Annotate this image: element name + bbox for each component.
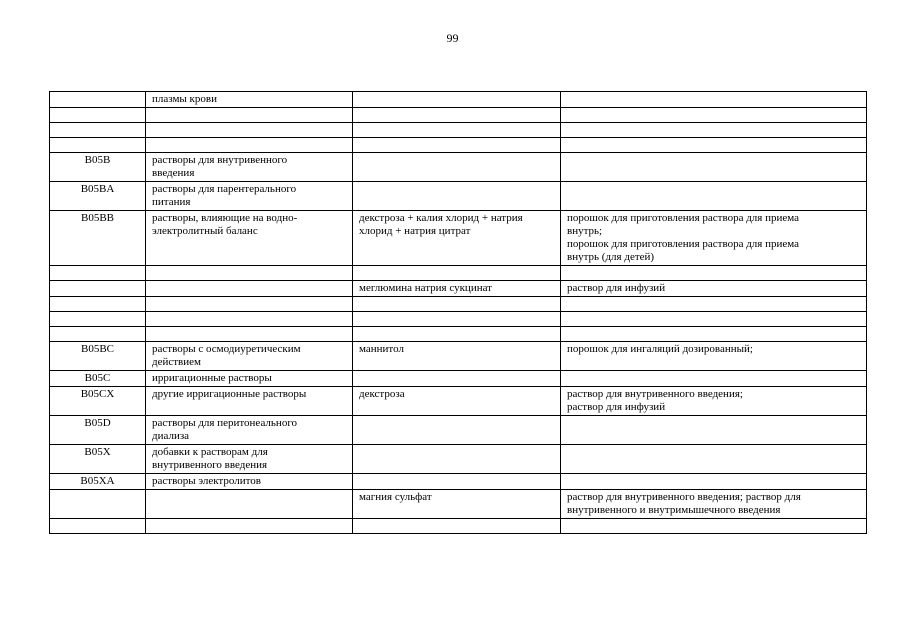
- drug-substance-cell: декстроза + калия хлорид + натрия хлорид + натрия цитрат: [353, 211, 561, 266]
- anatomical-group-cell: [146, 297, 353, 312]
- atc-code-cell: B05XA: [50, 474, 146, 490]
- dosage-form-cell: [561, 519, 867, 534]
- anatomical-group-cell: [146, 123, 353, 138]
- drug-substance-cell: [353, 416, 561, 445]
- anatomical-group-cell: [146, 519, 353, 534]
- dosage-form-cell: [561, 153, 867, 182]
- atc-code-cell: [50, 281, 146, 297]
- atc-code-cell: [50, 490, 146, 519]
- drug-substance-cell: [353, 153, 561, 182]
- dosage-form-cell: [561, 445, 867, 474]
- atc-code-cell: B05C: [50, 371, 146, 387]
- anatomical-group-cell: [146, 312, 353, 327]
- atc-code-cell: [50, 519, 146, 534]
- table-row: [50, 123, 867, 138]
- drug-substance-cell: меглюмина натрия сукцинат: [353, 281, 561, 297]
- dosage-form-cell: [561, 138, 867, 153]
- table-row: [50, 92, 867, 108]
- dosage-form-cell: [561, 123, 867, 138]
- atc-code-cell: [50, 266, 146, 281]
- table-row: [50, 490, 867, 519]
- drug-substance-cell: [353, 474, 561, 490]
- table-row: [50, 297, 867, 312]
- table-row: [50, 312, 867, 327]
- table-row: [50, 266, 867, 281]
- drug-substance-cell: [353, 327, 561, 342]
- table-row: [50, 138, 867, 153]
- dosage-form-cell: [561, 371, 867, 387]
- dosage-form-cell: [561, 297, 867, 312]
- dosage-form-cell: [561, 312, 867, 327]
- anatomical-group-cell: добавки к растворам для внутривенного введения: [146, 445, 353, 474]
- drug-substance-cell: [353, 297, 561, 312]
- table-row: [50, 387, 867, 416]
- dosage-form-cell: [561, 182, 867, 211]
- atc-code-cell: [50, 312, 146, 327]
- table-row: [50, 108, 867, 123]
- drug-substance-cell: [353, 266, 561, 281]
- dosage-form-cell: порошок для ингаляций дозированный;: [561, 342, 867, 371]
- anatomical-group-cell: плазмы крови: [146, 92, 353, 108]
- atc-code-cell: B05BB: [50, 211, 146, 266]
- table-row: [50, 474, 867, 490]
- drug-substance-cell: [353, 123, 561, 138]
- atc-code-cell: [50, 123, 146, 138]
- anatomical-group-cell: [146, 138, 353, 153]
- anatomical-group-cell: ирригационные растворы: [146, 371, 353, 387]
- table-row: [50, 182, 867, 211]
- page-number: 99: [446, 31, 459, 45]
- anatomical-group-cell: растворы электролитов: [146, 474, 353, 490]
- atc-code-cell: B05BA: [50, 182, 146, 211]
- atc-code-cell: B05D: [50, 416, 146, 445]
- atc-code-cell: B05B: [50, 153, 146, 182]
- anatomical-group-cell: растворы для перитонеального диализа: [146, 416, 353, 445]
- drug-substance-cell: [353, 312, 561, 327]
- dosage-form-cell: [561, 327, 867, 342]
- dosage-form-cell: [561, 266, 867, 281]
- drug-substance-cell: [353, 138, 561, 153]
- table-row: [50, 519, 867, 534]
- table-row: [50, 342, 867, 371]
- atc-code-cell: [50, 327, 146, 342]
- drug-substance-cell: [353, 92, 561, 108]
- table-row: [50, 371, 867, 387]
- atc-code-cell: [50, 92, 146, 108]
- atc-code-cell: [50, 297, 146, 312]
- table-row: [50, 327, 867, 342]
- dosage-form-cell: раствор для внутривенного введения; раствор для внутривенного и внутримышечного введения: [561, 490, 867, 519]
- anatomical-group-cell: растворы для внутривенного введения: [146, 153, 353, 182]
- anatomical-group-cell: [146, 327, 353, 342]
- drug-substance-cell: [353, 371, 561, 387]
- table-row: [50, 416, 867, 445]
- dosage-form-cell: [561, 92, 867, 108]
- anatomical-group-cell: [146, 266, 353, 281]
- dosage-form-cell: раствор для инфузий: [561, 281, 867, 297]
- drug-substance-cell: [353, 519, 561, 534]
- drug-substance-cell: декстроза: [353, 387, 561, 416]
- dosage-form-cell: [561, 108, 867, 123]
- drug-substance-cell: магния сульфат: [353, 490, 561, 519]
- atc-code-cell: B05BC: [50, 342, 146, 371]
- dosage-form-cell: раствор для внутривенного введения; раствор для инфузий: [561, 387, 867, 416]
- anatomical-group-cell: растворы для парентерального питания: [146, 182, 353, 211]
- dosage-form-cell: [561, 416, 867, 445]
- anatomical-group-cell: растворы, влияющие на водно- электролитный баланс: [146, 211, 353, 266]
- table-row: [50, 281, 867, 297]
- drug-substance-cell: [353, 108, 561, 123]
- table-body: [50, 92, 867, 534]
- table-row: [50, 153, 867, 182]
- anatomical-group-cell: другие ирригационные растворы: [146, 387, 353, 416]
- dosage-form-cell: [561, 474, 867, 490]
- drug-substance-cell: [353, 445, 561, 474]
- anatomical-group-cell: [146, 281, 353, 297]
- anatomical-group-cell: растворы с осмодиуретическим действием: [146, 342, 353, 371]
- drug-table: [49, 91, 867, 534]
- atc-code-cell: B05X: [50, 445, 146, 474]
- anatomical-group-cell: [146, 490, 353, 519]
- drug-substance-cell: [353, 182, 561, 211]
- table-row: [50, 211, 867, 266]
- atc-code-cell: B05CX: [50, 387, 146, 416]
- dosage-form-cell: порошок для приготовления раствора для приема внутрь; порошок для приготовления раствора для приема внутрь (для детей): [561, 211, 867, 266]
- atc-code-cell: [50, 108, 146, 123]
- drug-substance-cell: маннитол: [353, 342, 561, 371]
- anatomical-group-cell: [146, 108, 353, 123]
- table-row: [50, 445, 867, 474]
- atc-code-cell: [50, 138, 146, 153]
